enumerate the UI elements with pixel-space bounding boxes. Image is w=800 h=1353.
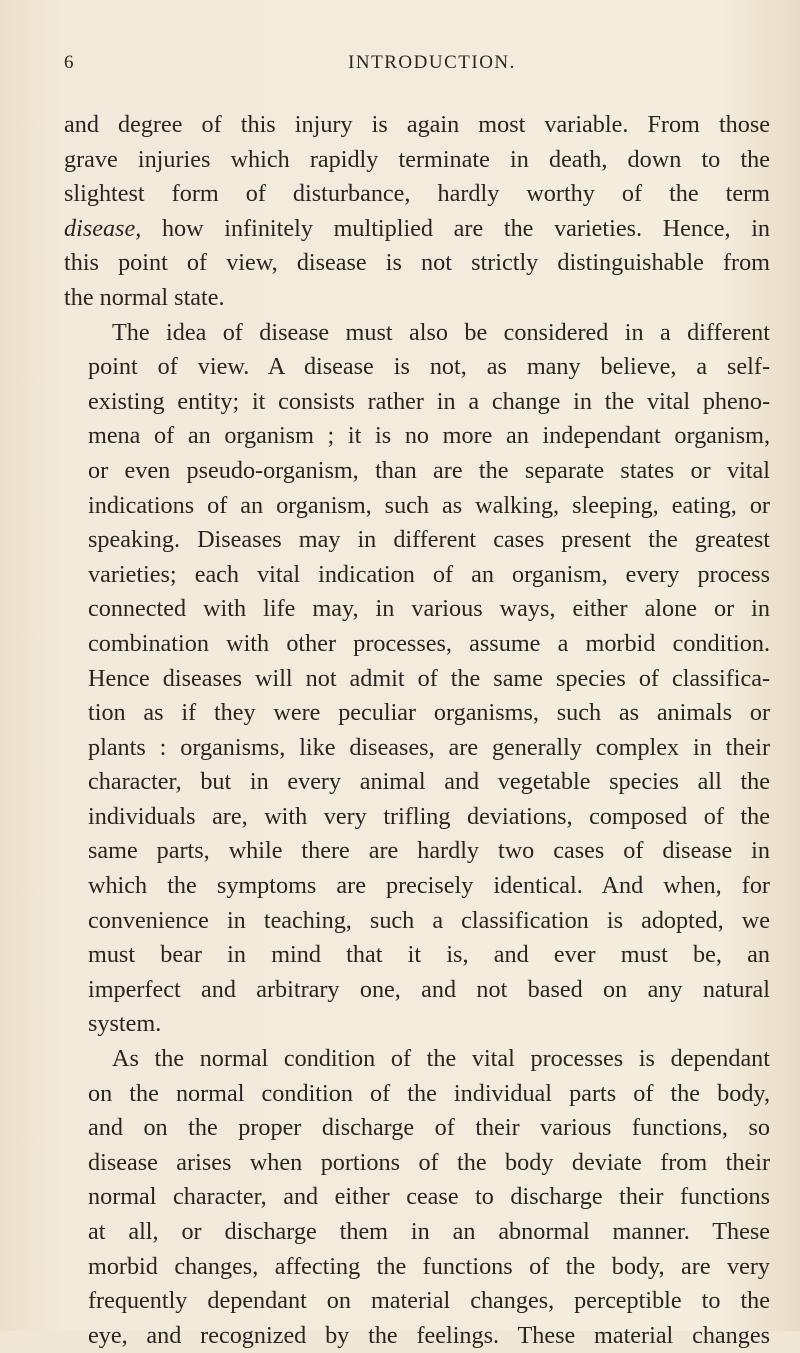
text-line: varieties; each vital indication of an organism, every process (88, 560, 770, 588)
text-line: indications of an organism, such as walking, sleeping, eating, or (88, 491, 770, 519)
text-line: same parts, while there are hardly two cases of disease in (88, 837, 770, 865)
text-line: grave injuries which rapidly terminate in death, down to the (64, 145, 770, 173)
text-line: slightest form of disturbance, hardly worthy of the term (64, 180, 770, 208)
paragraph-1 (64, 108, 770, 316)
text-line: and on the proper discharge of their various functions, so (88, 1114, 770, 1142)
text-line: convenience in teaching, such a classification is adopted, we (88, 906, 770, 934)
text-line (64, 212, 770, 247)
text-line: eye, and recognized by the feelings. These material changes (88, 1321, 770, 1349)
italic-term: disease, (64, 214, 142, 242)
text-fragment: how infinitely multiplied are the varieties. Hence, in (161, 214, 771, 242)
text-line: which the symptoms are precisely identical. And when, for (88, 872, 770, 900)
text-line: mena of an organism ; it is no more an independant organism, (88, 422, 770, 450)
text-line: at all, or discharge them in an abnormal manner. These (88, 1218, 770, 1245)
text-line: or even pseudo-organism, than are the separate states or vital (88, 456, 770, 484)
text-line: must bear in mind that it is, and ever must be, an (88, 941, 770, 969)
text-line: disease arises when portions of the body deviate from their (88, 1148, 770, 1176)
text-line: combination with other processes, assume a morbid condition. (88, 629, 770, 657)
text-line: existing entity; it consists rather in a change in the vital pheno- (88, 387, 770, 415)
text-line: imperfect and arbitrary one, and not based on any natural (88, 975, 770, 1003)
text-line: plants : organisms, like diseases, are generally complex in their (88, 733, 770, 761)
text-line: morbid changes, affecting the functions of the body, are very (88, 1252, 770, 1280)
text-line: and degree of this injury is again most variable. From those (64, 111, 770, 138)
running-head: INTRODUCTION. (348, 52, 516, 73)
text-line: point of view. A disease is not, as many believe, a self- (88, 353, 770, 381)
paragraph-2 (64, 316, 770, 1042)
text-line: speaking. Diseases may in different cases present the greatest (88, 526, 770, 554)
text-line: The idea of disease must also be considered in a different (112, 318, 770, 346)
page-number: 6 (64, 52, 75, 73)
body-text (64, 108, 770, 1353)
text-line: Hence diseases will not admit of the same species of classifica- (88, 664, 770, 692)
text-line: tion as if they were peculiar organisms, such as animals or (88, 699, 770, 727)
text-line: normal character, and either cease to discharge their functions (88, 1183, 770, 1211)
text-line: this point of view, disease is not strictly distinguishable from (64, 249, 770, 277)
text-line: system. (88, 1010, 162, 1038)
page-header (64, 52, 760, 82)
text-line: the normal state. (64, 283, 225, 311)
text-line: frequently dependant on material changes, perceptible to the (88, 1287, 770, 1315)
paragraph-3 (64, 1042, 770, 1353)
text-line: As the normal condition of the vital processes is dependant (112, 1045, 770, 1073)
text-line: connected with life may, in various ways, either alone or in (88, 595, 770, 623)
text-line: on the normal condition of the individual parts of the body, (88, 1079, 770, 1107)
text-line: individuals are, with very trifling deviations, composed of the (88, 802, 770, 830)
text-line: character, but in every animal and vegetable species all the (88, 768, 770, 796)
